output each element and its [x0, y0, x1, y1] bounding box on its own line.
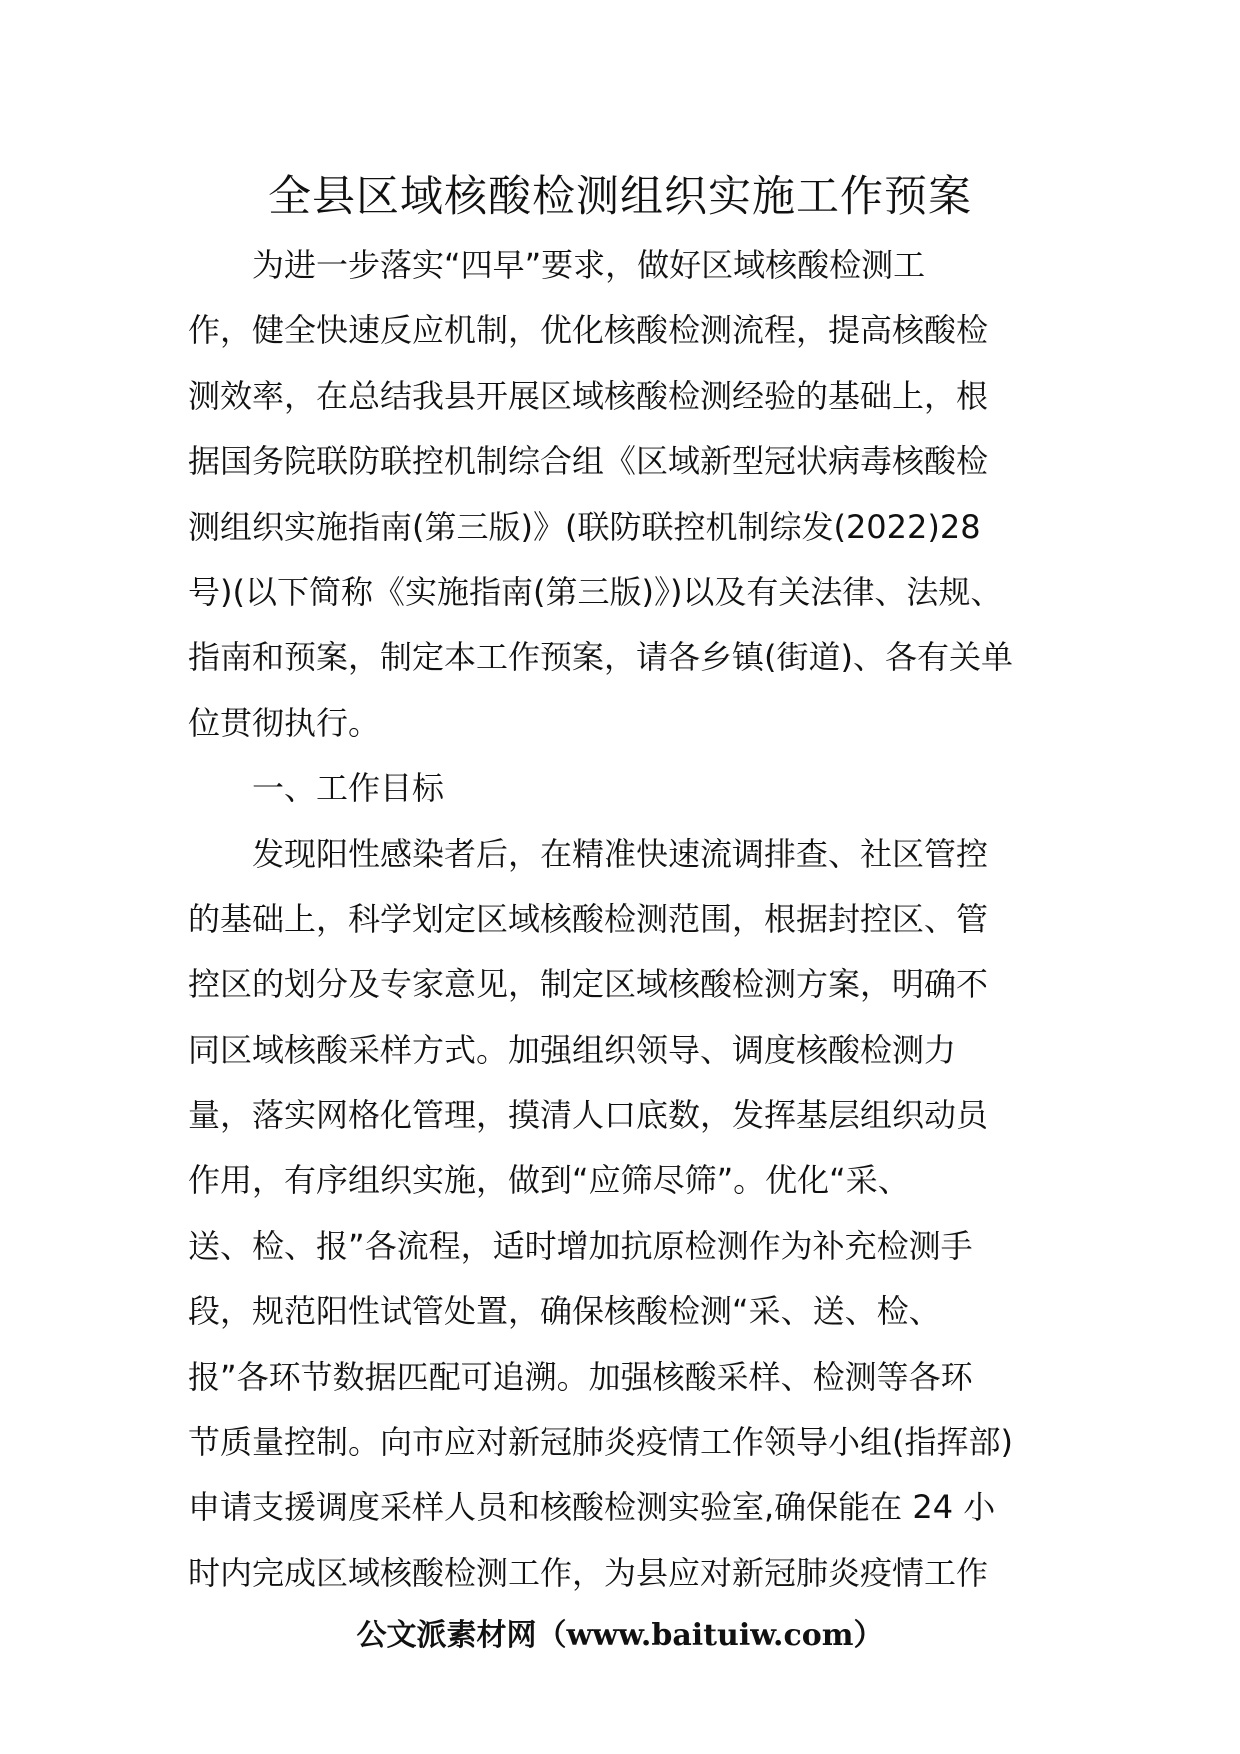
paragraph	[188, 233, 1068, 756]
paragraph-line: 节质量控制。向市应对新冠肺炎疫情工作领导小组(指挥部)	[188, 1423, 1013, 1462]
paragraph-line: 测效率，在总结我县开展区域核酸检测经验的基础上，根	[188, 376, 989, 415]
paragraph-line: 控区的划分及专家意见，制定区域核酸检测方案，明确不	[188, 965, 989, 1004]
paragraph-line: 发现阳性感染者后，在精准快速流调排查、社区管控	[252, 834, 989, 873]
paragraph-line: 报”各环节数据匹配可追溯。加强核酸采样、检测等各环	[188, 1357, 973, 1396]
paragraph-line: 时内完成区域核酸检测工作，为县应对新冠肺炎疫情工作	[188, 1553, 989, 1592]
paragraph-line: 据国务院联防联控机制综合组《区域新型冠状病毒核酸检	[188, 442, 989, 481]
paragraph-line: 段，规范阳性试管处置，确保核酸检测“采、送、检、	[188, 1292, 941, 1331]
paragraph-line: 的基础上，科学划定区域核酸检测范围，根据封控区、管	[188, 899, 989, 938]
paragraph-line: 申请支援调度采样人员和核酸检测实验室,确保能在 24 小	[188, 1488, 996, 1527]
paragraph-line: 作用，有序组织实施，做到“应筛尽筛”。优化“采、	[188, 1161, 910, 1200]
paragraph	[188, 822, 1068, 1607]
paragraph-line: 为进一步落实“四早”要求，做好区域核酸检测工	[252, 246, 926, 284]
section-heading-text: 一、工作目标	[252, 769, 445, 808]
paragraph-line: 指南和预案，制定本工作预案，请各乡镇(街道)、各有关单	[188, 638, 1013, 677]
paragraph-line: 量，落实网格化管理，摸清人口底数，发挥基层组织动员	[188, 1096, 989, 1135]
footer-watermark-text: 公文派素材网（www.baituiw.com）	[356, 1618, 884, 1653]
section-heading	[188, 756, 1068, 821]
paragraph-line: 测组织实施指南(第三版)》(联防联控机制综发(2022)28	[188, 507, 981, 546]
document-title: 全县区域核酸检测组织实施工作预案	[268, 172, 972, 222]
paragraph-line: 作，健全快速反应机制，优化核酸检测流程，提高核酸检	[188, 311, 989, 350]
paragraph-line: 号)(以下简称《实施指南(第三版)》)以及有关法律、法规、	[188, 572, 1003, 611]
paragraph-line: 送、检、报”各流程，适时增加抗原检测作为补充检测手	[188, 1226, 973, 1265]
document-body	[188, 233, 1068, 1606]
paragraph-line: 位贯彻执行。	[188, 703, 381, 742]
paragraph-line: 同区域核酸采样方式。加强组织领导、调度核酸检测力	[188, 1030, 957, 1069]
